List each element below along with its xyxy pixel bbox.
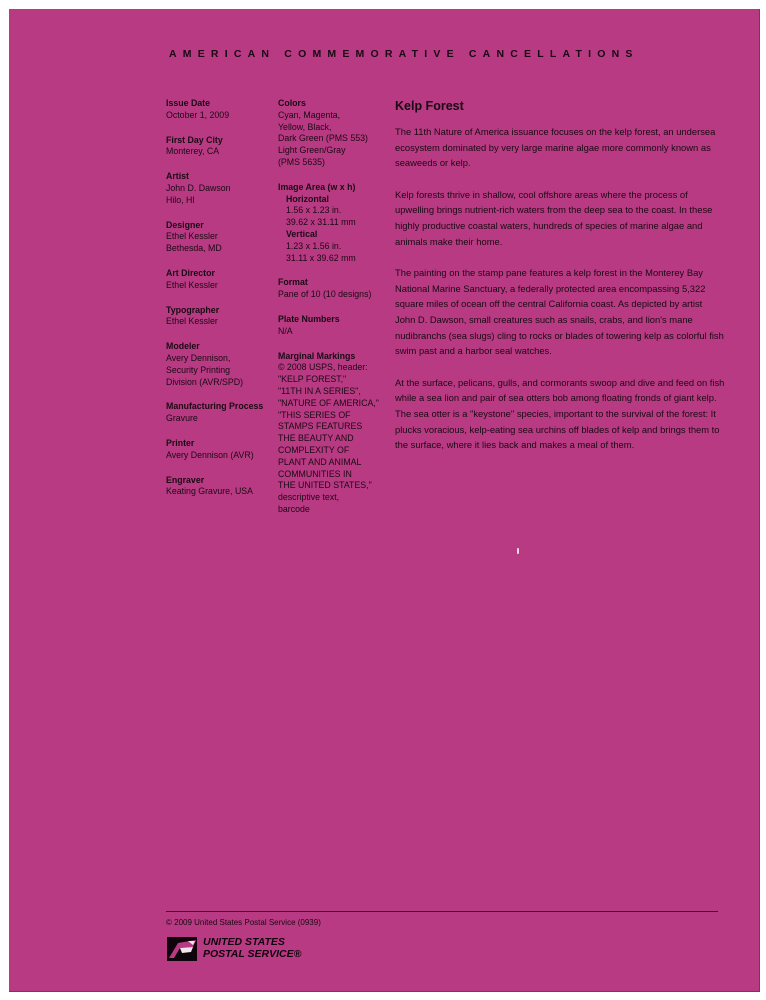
- detail-label: Designer: [166, 219, 204, 230]
- detail-issue-date: [166, 98, 268, 122]
- detail-value: 31.11 x 39.62 mm: [286, 252, 356, 263]
- footer-divider: [166, 911, 718, 912]
- main-article: [395, 99, 725, 469]
- detail-label: Artist: [166, 171, 189, 182]
- detail-value: Monterey, CA: [166, 146, 220, 157]
- usps-wordmark: [203, 936, 301, 960]
- detail-format: [278, 277, 380, 301]
- right-details-column: [278, 98, 380, 529]
- detail-label: First Day City: [166, 134, 223, 145]
- usps-wordmark-line2: POSTAL SERVICE®: [203, 948, 302, 960]
- detail-label: Format: [278, 277, 308, 288]
- detail-label: Typographer: [166, 304, 220, 315]
- detail-label: Issue Date: [166, 98, 211, 108]
- detail-manufacturing-process: [166, 401, 268, 425]
- detail-value: Light Green/Gray: [278, 145, 346, 156]
- detail-value: John D. Dawson: [166, 182, 231, 193]
- detail-value: THE BEAUTY AND: [278, 433, 354, 444]
- detail-label: Printer: [166, 437, 195, 448]
- copyright-notice: © 2009 United States Postal Service (0939): [166, 918, 321, 927]
- detail-typographer: [166, 305, 268, 329]
- detail-first-day-city: [166, 135, 268, 159]
- left-details-column: [166, 98, 268, 511]
- detail-value: N/A: [278, 325, 293, 336]
- detail-value: © 2008 USPS, header:: [278, 362, 368, 373]
- detail-value: (PMS 5635): [278, 156, 325, 167]
- detail-label: Plate Numbers: [278, 313, 340, 324]
- detail-value: STAMPS FEATURES: [278, 421, 363, 432]
- detail-value: 39.62 x 31.11 mm: [286, 217, 356, 228]
- detail-value: Yellow, Black,: [278, 121, 332, 132]
- detail-value: COMPLEXITY OF: [278, 444, 350, 455]
- article-title: Kelp Forest: [395, 99, 464, 113]
- detail-plate-numbers: [278, 314, 380, 338]
- usps-wordmark-line1: UNITED STATES: [203, 936, 285, 948]
- detail-label: Modeler: [166, 341, 200, 352]
- detail-label: Engraver: [166, 474, 205, 485]
- detail-label: Colors: [278, 98, 306, 108]
- detail-value: 1.23 x 1.56 in.: [286, 240, 342, 251]
- detail-value: 1.56 x 1.23 in.: [286, 205, 342, 216]
- detail-sublabel: Horizontal: [286, 193, 330, 204]
- detail-value: Security Printing: [166, 364, 231, 375]
- detail-value: COMMUNITIES IN: [278, 468, 352, 479]
- eagle-logo-icon: [166, 934, 198, 964]
- article-paragraph: The painting on the stamp pane features a kelp forest in the Monterey Bay National Marine Sanctuary, a federally protected area encompassing 5,322 square miles of ocean off the central California coast. As depicted by artist John D. Dawson, small creatures such as snails, crabs, and lion's mane nudibranchs (sea slugs) cling to rocks or blades of towering kelp as colorful fish swim past and a harbor seal watches.: [395, 267, 724, 357]
- detail-marginal-markings: [278, 351, 380, 516]
- detail-value: Avery Dennison,: [166, 352, 231, 363]
- detail-value: "NATURE OF AMERICA,": [278, 397, 379, 408]
- paper-speck: [517, 548, 519, 554]
- document-page: [9, 9, 760, 992]
- article-paragraph: At the surface, pelicans, gulls, and cormorants swoop and dive and feed on fish while a sea lion and pair of sea otters bob among floating fronds of giant kelp. The sea otter is a "keystone" species, important to the survival of the forest: It plucks voracious, kelp-eating sea urchins off blades of kelp and brings them to the surface, where it lies back and makes a meal of them.: [395, 376, 725, 451]
- detail-printer: [166, 438, 268, 462]
- detail-engraver: [166, 475, 268, 499]
- detail-art-director: [166, 268, 268, 292]
- detail-value: "11TH IN A SERIES",: [278, 385, 361, 396]
- detail-label: Image Area (w x h): [278, 181, 356, 192]
- detail-value: THE UNITED STATES,": [278, 480, 372, 491]
- detail-value: Dark Green (PMS 553): [278, 133, 368, 144]
- detail-value: Hilo, HI: [166, 194, 195, 205]
- detail-value: "KELP FOREST,": [278, 374, 347, 385]
- page-header: AMERICAN COMMEMORATIVE CANCELLATIONS: [169, 48, 639, 60]
- detail-value: Bethesda, MD: [166, 243, 222, 254]
- detail-artist: [166, 171, 268, 206]
- article-paragraph: The 11th Nature of America issuance focuses on the kelp forest, an undersea ecosystem dominated by very large marine algae more commonly known as seaweeds or kelp.: [395, 126, 716, 169]
- detail-value: Cyan, Magenta,: [278, 109, 341, 120]
- detail-value: Keating Gravure, USA: [166, 486, 254, 497]
- detail-value: Division (AVR/SPD): [166, 376, 244, 387]
- detail-value: Ethel Kessler: [166, 279, 218, 290]
- detail-label: Manufacturing Process: [166, 401, 264, 412]
- detail-sublabel: Vertical: [286, 228, 318, 239]
- detail-value: descriptive text,: [278, 492, 340, 503]
- detail-colors: [278, 98, 380, 169]
- detail-value: Ethel Kessler: [166, 231, 218, 242]
- detail-designer: [166, 220, 268, 255]
- detail-value: October 1, 2009: [166, 109, 230, 120]
- detail-value: Avery Dennison (AVR): [166, 449, 254, 460]
- detail-value: Ethel Kessler: [166, 316, 218, 327]
- detail-modeler: [166, 341, 268, 388]
- usps-logo: [166, 934, 366, 964]
- detail-value: PLANT AND ANIMAL: [278, 456, 362, 467]
- detail-value: "THIS SERIES OF: [278, 409, 351, 420]
- detail-label: Marginal Markings: [278, 350, 356, 361]
- detail-image-area: [278, 182, 380, 265]
- detail-label: Art Director: [166, 267, 215, 278]
- article-paragraph: Kelp forests thrive in shallow, cool offshore areas where the process of upwelling brings nutrient-rich waters from the deep sea to the coast. In these highly productive coastal waters, hundreds of species of marine algae and animals make their home.: [395, 188, 713, 247]
- detail-value: barcode: [278, 503, 310, 514]
- detail-value: Pane of 10 (10 designs): [278, 289, 372, 300]
- detail-value: Gravure: [166, 413, 198, 424]
